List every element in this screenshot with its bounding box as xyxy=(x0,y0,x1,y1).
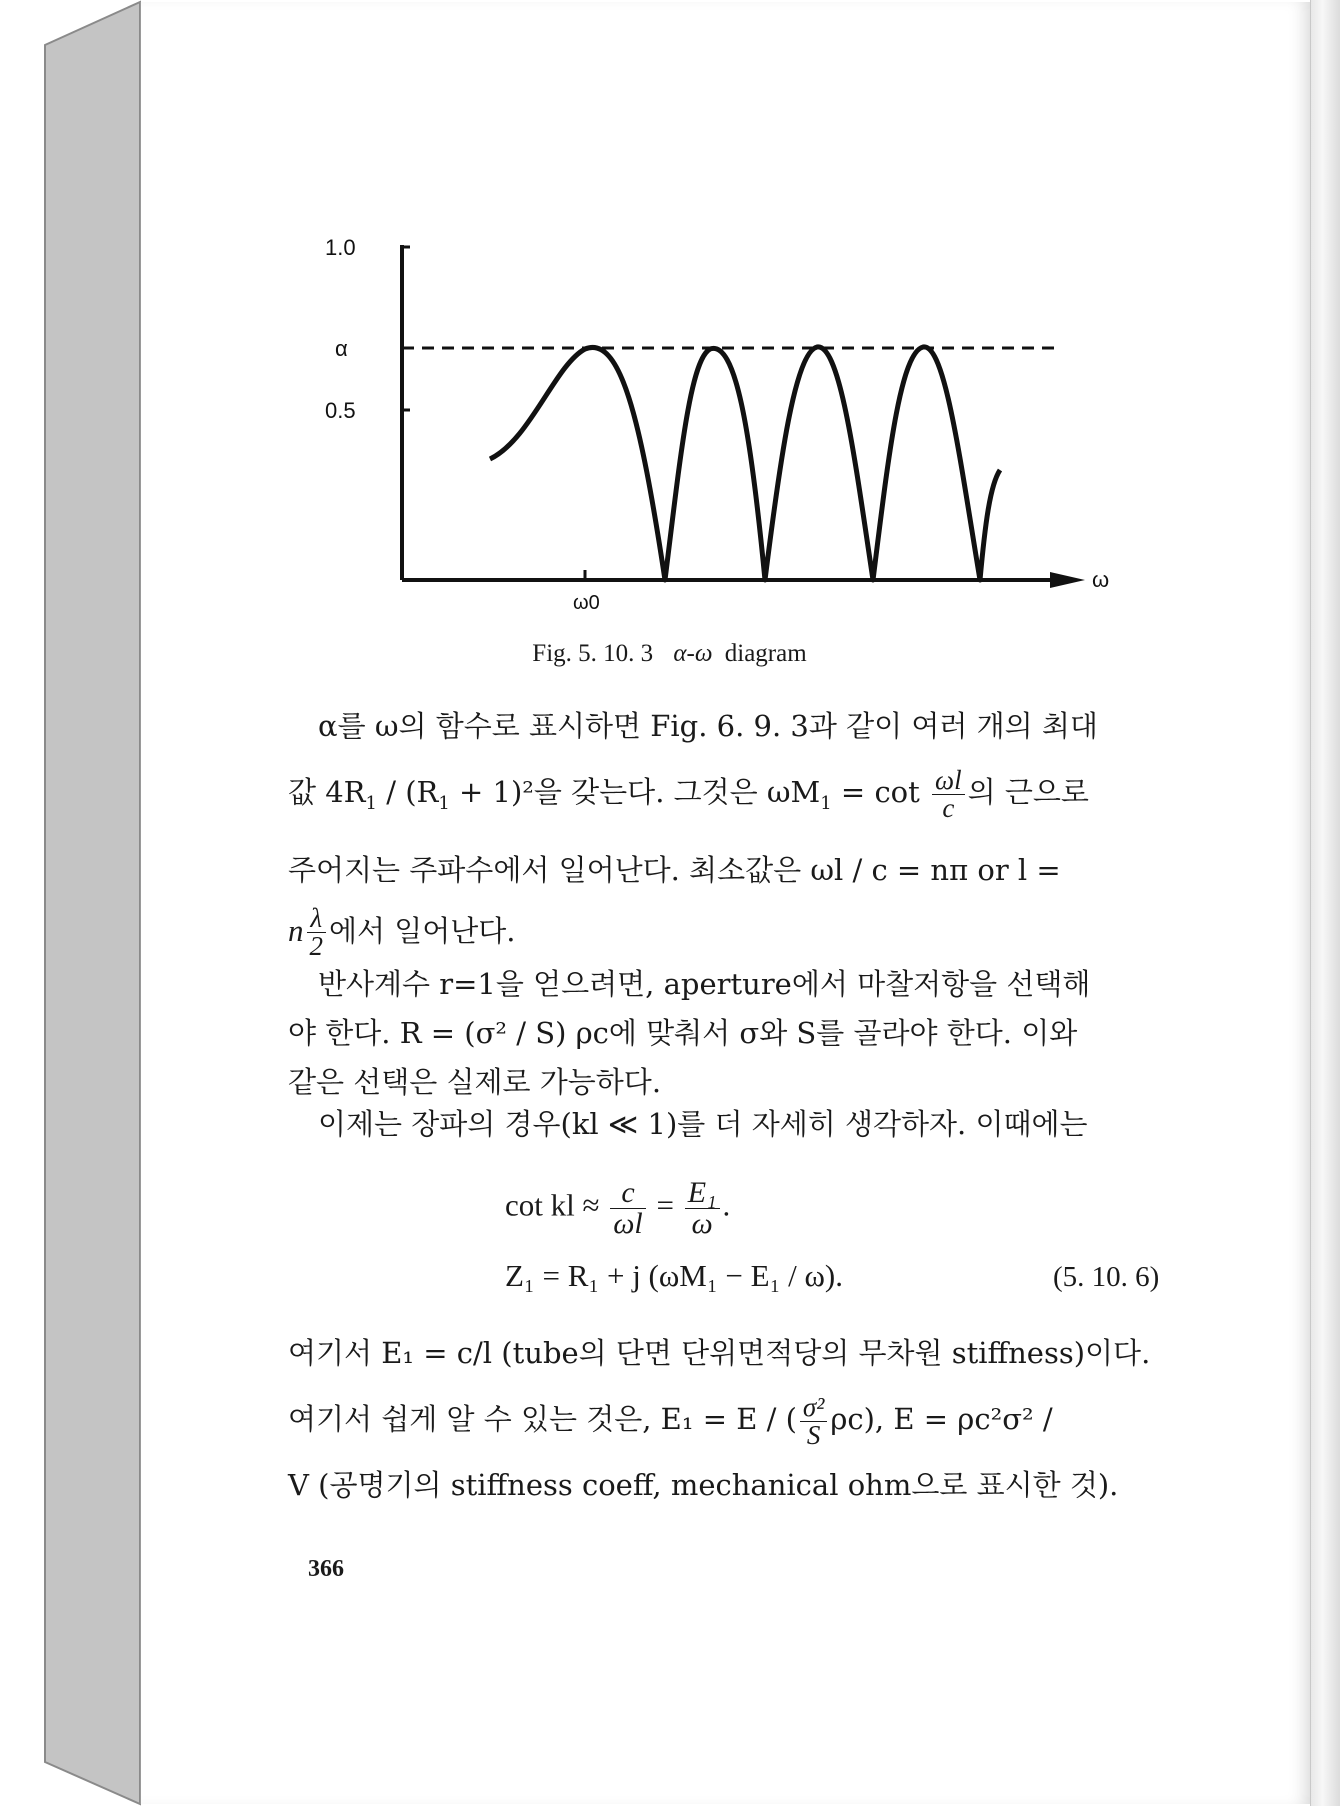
fraction-sigma2-over-s: $\frac{\text{σ²}}{S}$ xyxy=(800,1394,827,1449)
para1-line3: 주어지는 주파수에서 일어난다. 최소값은 ωl / c = nπ or l = xyxy=(288,852,1061,887)
caption-symbol: α-ω xyxy=(673,640,713,667)
para4-line1: 여기서 E₁ = c/l (tube의 단면 단위면적당의 무차원 stiffness)이다. xyxy=(288,1336,1151,1370)
y-tick-label-alpha: α xyxy=(335,336,348,361)
y-tick-label-half: 0.5 xyxy=(325,398,356,423)
x-axis-arrow xyxy=(1050,572,1085,588)
absorption-curve xyxy=(490,347,1000,580)
paragraph-1 xyxy=(288,693,1173,960)
page-edge xyxy=(1310,0,1340,1806)
para4-line2: 여기서 쉽게 알 수 있는 것은, E₁ = E / ( $\frac{\text{σ²}}{S}$ ρc), E = ρc²σ² / xyxy=(288,1391,1053,1450)
caption-label: Fig. 5. 10. 3 xyxy=(532,640,654,667)
paragraph-3 xyxy=(288,1100,1173,1149)
caption-text: diagram xyxy=(724,640,807,667)
paragraph-2 xyxy=(288,960,1173,1107)
fraction-omega-l-over-c: $\frac{\omega l}{c}$ xyxy=(932,767,965,822)
para1-line4: n $\frac{\lambda}{2}$ 에서 일어난다. xyxy=(288,903,516,962)
para1-line2: 값 $4R_1 / (R_1 + 1)^2$을 갖는다. 그것은 $\omega M_1 = \cot$ $\frac{\omega l}{c}$ 의 근으로 xyxy=(288,764,1089,823)
para1-line1: α를 ω의 함수로 표시하면 Fig. 6. 9. 3과 같이 여러 개의 최대 xyxy=(318,709,1098,743)
alpha-omega-diagram xyxy=(325,225,1130,645)
y-tick-label-1: 1.0 xyxy=(325,235,356,260)
equation-number: (5. 10. 6) xyxy=(1053,1261,1160,1293)
page-number: 366 xyxy=(308,1556,344,1582)
para2-line2: 야 한다. R = (σ² / S) ρc에 맞춰서 σ와 S를 골라야 한다. 이와 xyxy=(288,1016,1078,1050)
para4-line3: V (공명기의 stiffness coeff, mechanical ohm으로 표시한 것). xyxy=(288,1468,1119,1502)
para2-line3: 같은 선택은 실제로 가능하다. xyxy=(288,1065,662,1099)
x-axis-label: ω xyxy=(1092,567,1110,592)
para3-line1: 이제는 장파의 경우(kl ≪ 1)를 더 자세히 생각하자. 이때에는 xyxy=(318,1107,1088,1141)
equation-impedance: Z₁ = R₁ + j (ωM₁ − E₁ / ω). xyxy=(505,1258,843,1293)
equation-cot: cot kl ≈ $\frac{c}{\omega l}$ = $\frac{\text{E₁}}{\omega}$ . xyxy=(505,1176,731,1240)
paragraph-4 xyxy=(288,1320,1173,1518)
figure-caption xyxy=(0,640,1339,668)
x-tick-label-omega0: ω0 xyxy=(573,592,600,614)
para2-line1: 반사계수 r=1을 얻으려면, aperture에서 마찰저항을 선택해 xyxy=(318,967,1091,1001)
fraction-lambda-over-2: $\frac{\lambda}{2}$ xyxy=(307,905,327,960)
